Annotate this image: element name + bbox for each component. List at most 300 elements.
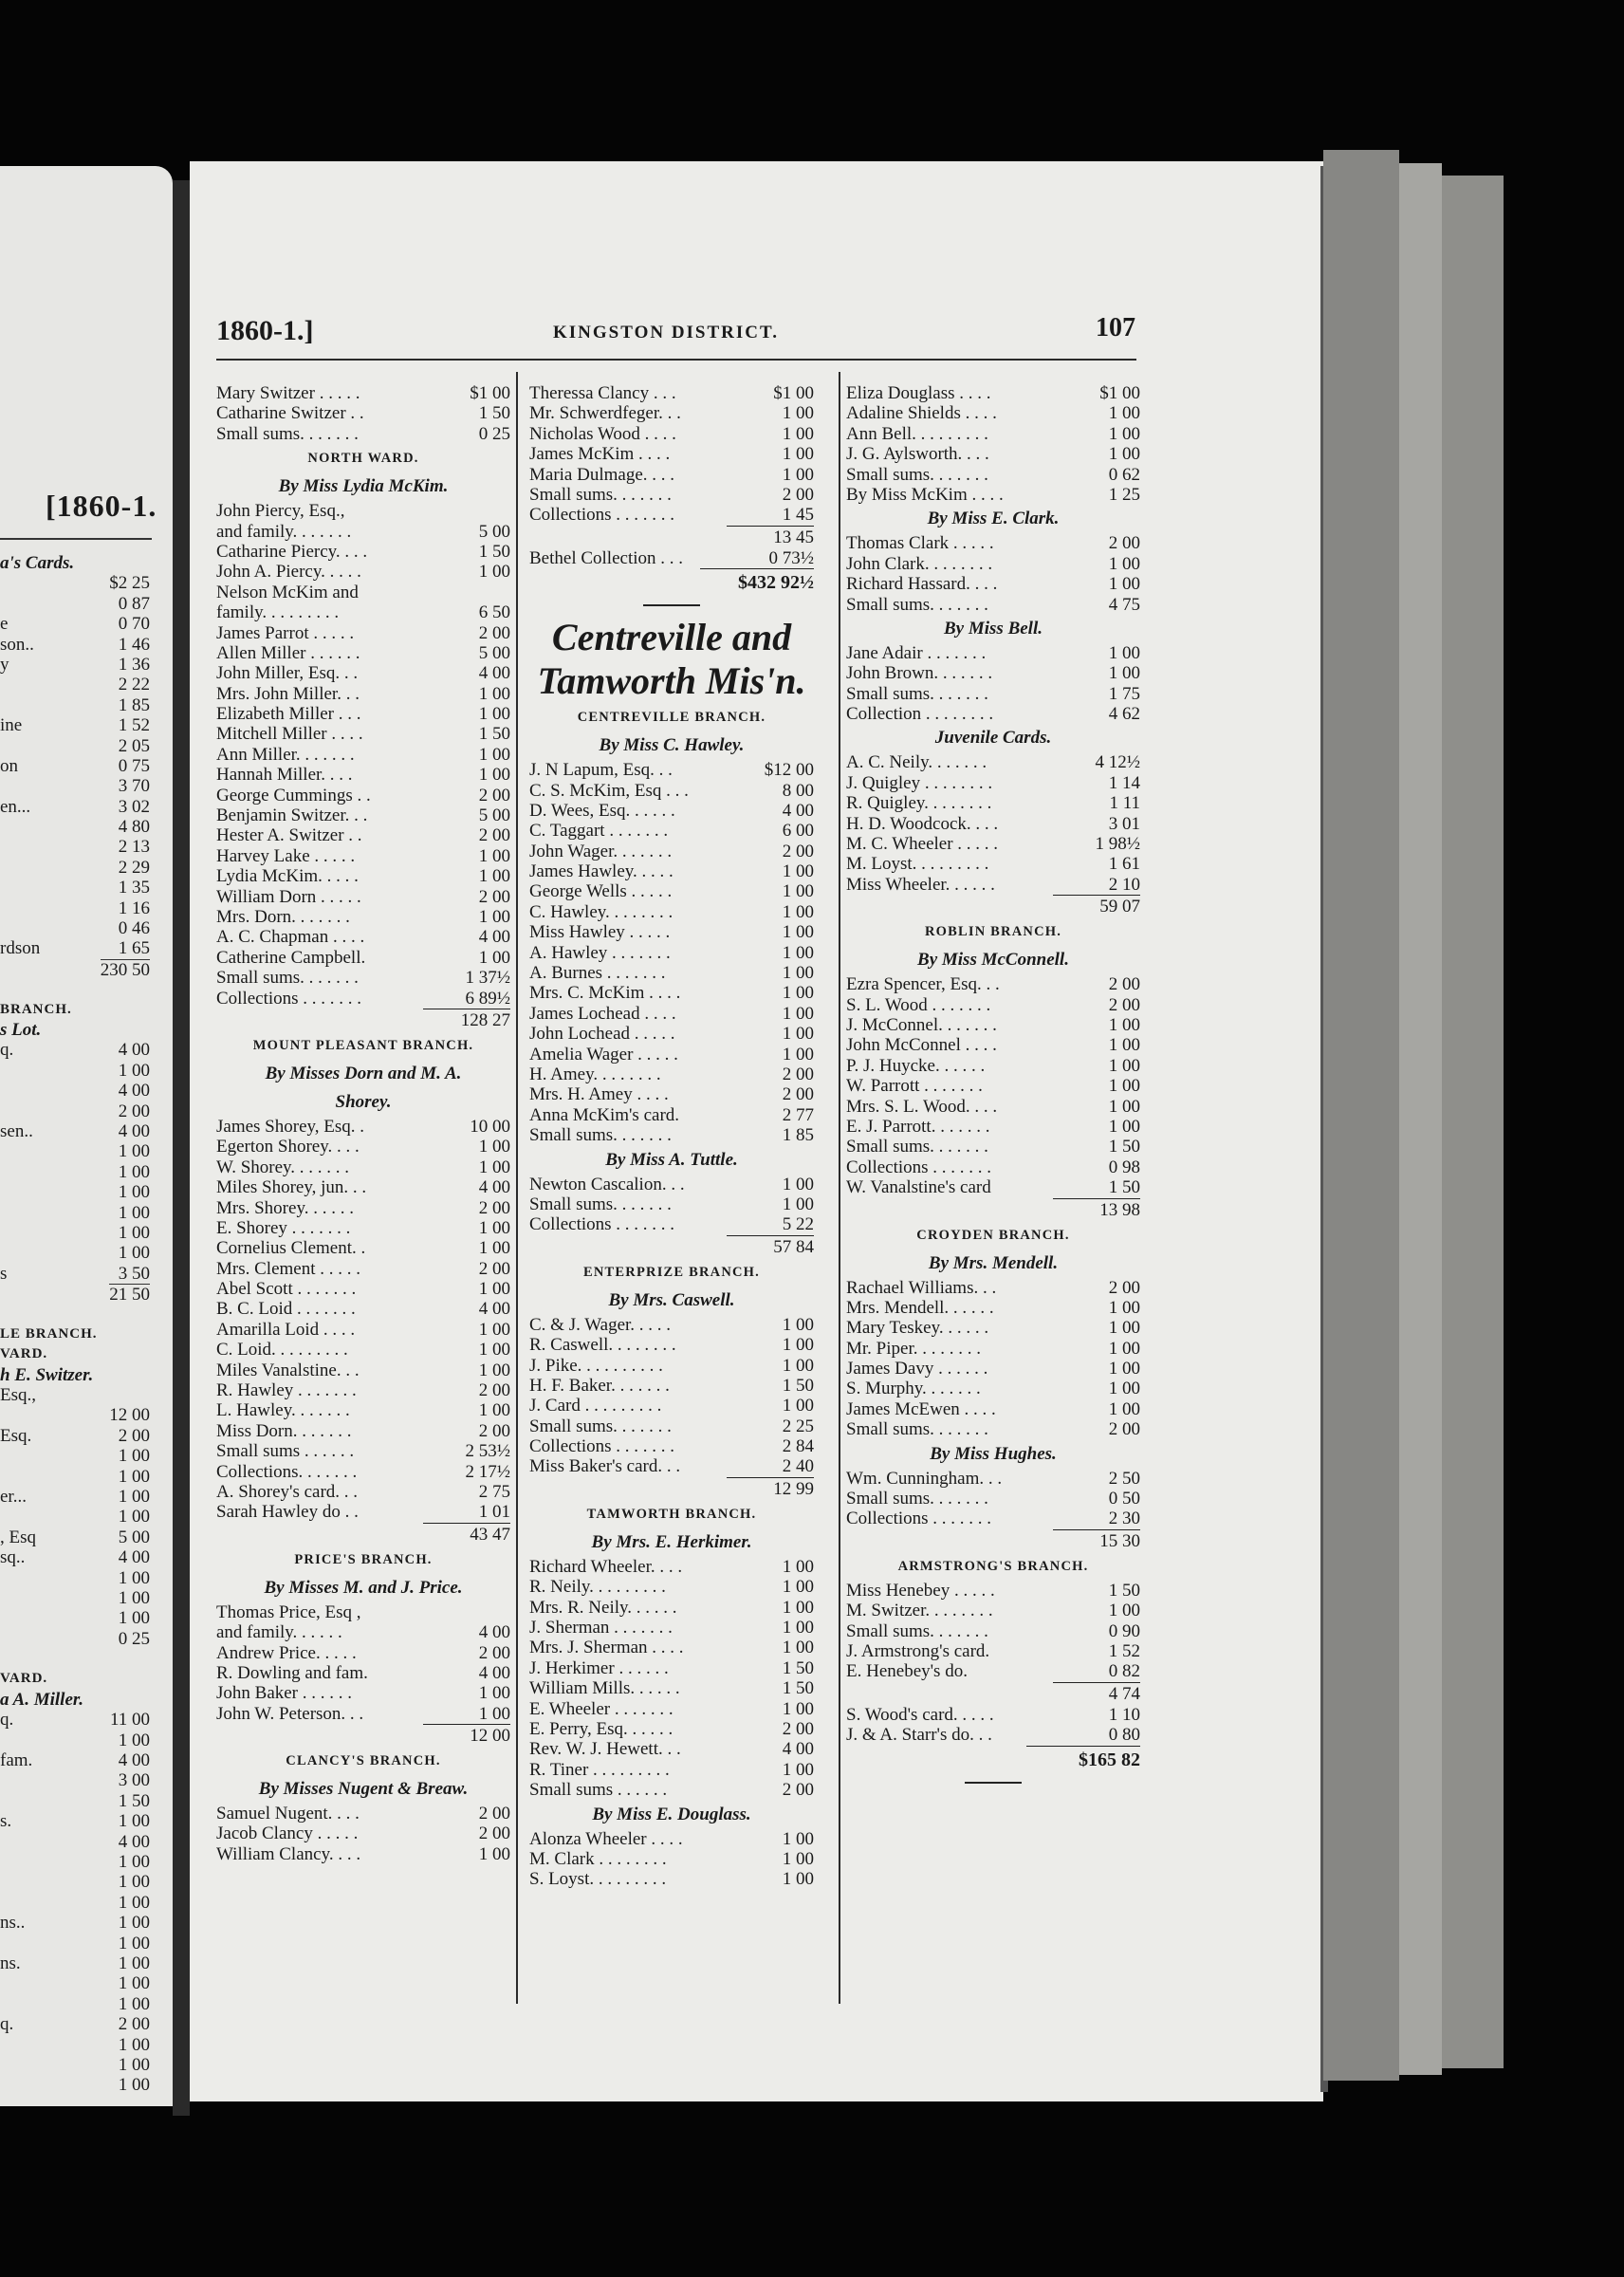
contribution-amount: 1 00 bbox=[782, 1848, 814, 1869]
contribution-amount: 2 00 bbox=[782, 484, 814, 505]
contributor-name: J. Armstrong's card. bbox=[846, 1640, 990, 1661]
left-line-text: s bbox=[0, 1263, 8, 1284]
page-number: 107 bbox=[1096, 313, 1135, 342]
contribution-row bbox=[216, 1177, 510, 1197]
contribution-row bbox=[846, 1399, 1140, 1419]
page-year: 1860-1.] bbox=[216, 315, 314, 346]
contributor-name: J. McConnel. . . . . . . bbox=[846, 1014, 997, 1035]
left-line-amount: 1 00 bbox=[118, 1587, 150, 1608]
contribution-amount: 1 00 bbox=[782, 942, 814, 963]
contributor-name: Small sums. . . . . . . bbox=[529, 484, 672, 505]
contributor-name: John Baker . . . . . . bbox=[216, 1683, 353, 1704]
contributor-name: George Cummings . . bbox=[216, 785, 371, 805]
left-page-line bbox=[0, 1446, 161, 1466]
contribution-row bbox=[216, 968, 510, 988]
contributor-name: D. Wees, Esq. . . . . . bbox=[529, 800, 675, 821]
contributor-name: Richard Wheeler. . . . bbox=[529, 1556, 683, 1577]
left-line-amount: 230 50 bbox=[100, 959, 150, 980]
contribution-amount: 1 10 bbox=[1108, 1704, 1140, 1725]
left-page-line bbox=[0, 1121, 161, 1141]
contribution-amount: 1 00 bbox=[782, 1044, 814, 1064]
left-page-line bbox=[0, 1973, 161, 1993]
column-3 bbox=[846, 383, 1140, 1793]
contribution-amount: 1 00 bbox=[1108, 1379, 1140, 1399]
contribution-amount: 4 00 bbox=[478, 1299, 510, 1320]
contribution-row bbox=[846, 1469, 1140, 1489]
contributor-name: A. Hawley . . . . . . . bbox=[529, 942, 671, 963]
left-page-line bbox=[0, 1365, 161, 1385]
contribution-amount: 1 50 bbox=[782, 1375, 814, 1396]
contribution-row bbox=[216, 684, 510, 704]
left-line-text: VARD. bbox=[0, 1346, 48, 1362]
subtotal-row bbox=[846, 895, 1140, 917]
left-line-text: BRANCH. bbox=[0, 1001, 72, 1017]
contribution-amount: 1 00 bbox=[782, 1314, 814, 1335]
left-page-line bbox=[0, 2055, 161, 2075]
contribution-row bbox=[529, 821, 814, 841]
contribution-row bbox=[846, 663, 1140, 683]
contribution-amount: 2 53½ bbox=[465, 1441, 510, 1462]
contribution-amount: 2 00 bbox=[1108, 1277, 1140, 1298]
contributor-name: M. Switzer. . . . . . . . bbox=[846, 1601, 993, 1621]
contributor-name: P. J. Huycke. . . . . . bbox=[846, 1055, 986, 1076]
contribution-amount: 1 00 bbox=[782, 1556, 814, 1577]
contribution-row bbox=[529, 383, 814, 403]
left-line-amount: 3 70 bbox=[118, 776, 150, 797]
left-line-amount: 12 00 bbox=[109, 1405, 150, 1426]
contribution-row bbox=[216, 927, 510, 947]
contributor-name: Mrs. Mendell. . . . . . bbox=[846, 1297, 994, 1318]
left-line-amount: 1 00 bbox=[118, 1567, 150, 1588]
contributor-name: John Miller, Esq. . . bbox=[216, 663, 359, 684]
contribution-row bbox=[529, 1869, 814, 1889]
contributor-name: Elizabeth Miller . . . bbox=[216, 704, 361, 725]
left-page-line bbox=[0, 1405, 161, 1425]
contributor-name: R. Dowling and fam. bbox=[216, 1662, 368, 1683]
contribution-amount: 1 00 bbox=[478, 744, 510, 765]
left-line-text: ns. bbox=[0, 1953, 21, 1973]
contribution-amount: 1 00 bbox=[1108, 1601, 1140, 1621]
contribution-amount: 2 00 bbox=[782, 1718, 814, 1739]
contribution-row bbox=[529, 1416, 814, 1436]
left-page-line bbox=[0, 1547, 161, 1567]
left-line-text: s. bbox=[0, 1811, 12, 1832]
left-page-line bbox=[0, 2035, 161, 2055]
left-line-amount: 1 00 bbox=[118, 1161, 150, 1182]
contribution-row bbox=[216, 786, 510, 805]
contributor-name: Andrew Price. . . . . bbox=[216, 1642, 357, 1663]
contributor-name: Mrs. Shorey. . . . . . bbox=[216, 1197, 354, 1218]
contribution-row bbox=[529, 403, 814, 423]
left-line-text: VARD. bbox=[0, 1671, 48, 1687]
contribution-row bbox=[846, 383, 1140, 403]
left-page-line bbox=[0, 1710, 161, 1730]
contribution-amount: 6 50 bbox=[478, 602, 510, 623]
contribution-row bbox=[529, 1618, 814, 1638]
contribution-amount: 4 00 bbox=[478, 1622, 510, 1643]
contribution-row bbox=[216, 623, 510, 643]
contribution-row bbox=[846, 485, 1140, 505]
contributor-name: Sarah Hawley do . . bbox=[216, 1502, 359, 1523]
contributor-name: Mrs. John Miller. . . bbox=[216, 683, 360, 704]
contribution-amount: 1 00 bbox=[782, 464, 814, 485]
contributor-name: John Clark. . . . . . . . bbox=[846, 553, 993, 574]
left-line-amount: 1 00 bbox=[118, 1933, 150, 1953]
contribution-amount: 1 00 bbox=[782, 1396, 814, 1416]
subtotal-amount: 13 98 bbox=[1053, 1198, 1140, 1221]
contribution-row bbox=[529, 505, 814, 525]
contribution-row bbox=[529, 1356, 814, 1376]
contribution-row bbox=[216, 1117, 510, 1137]
divider-line bbox=[965, 1782, 1022, 1784]
column-1 bbox=[216, 383, 510, 1864]
subtotal-row bbox=[216, 1009, 510, 1031]
contribution-row bbox=[846, 1117, 1140, 1137]
contribution-row bbox=[529, 1780, 814, 1800]
left-page-line bbox=[0, 1284, 161, 1304]
contribution-amount: 1 00 bbox=[478, 1683, 510, 1704]
contribution-row bbox=[216, 1340, 510, 1360]
contributor-name: S. L. Wood . . . . . . . bbox=[846, 994, 991, 1015]
left-line-amount: 0 75 bbox=[118, 755, 150, 776]
left-line-amount: 1 00 bbox=[118, 1973, 150, 1994]
contribution-amount: 2 25 bbox=[782, 1416, 814, 1436]
contributor-name: H. F. Baker. . . . . . . bbox=[529, 1375, 670, 1396]
left-page-line bbox=[0, 1324, 161, 1344]
contribution-row bbox=[216, 1502, 510, 1522]
contribution-amount: 1 00 bbox=[782, 1024, 814, 1045]
contribution-amount: 1 25 bbox=[1108, 484, 1140, 505]
contribution-amount: 1 52 bbox=[1108, 1640, 1140, 1661]
contribution-row bbox=[846, 1035, 1140, 1055]
contribution-row bbox=[846, 995, 1140, 1015]
left-page-line bbox=[0, 1770, 161, 1790]
subtotal-amount: 57 84 bbox=[727, 1235, 814, 1258]
left-page-line bbox=[0, 1487, 161, 1507]
contributor-name: J. Herkimer . . . . . . bbox=[529, 1657, 669, 1678]
left-line-amount: 1 00 bbox=[118, 1060, 150, 1081]
contribution-row bbox=[216, 1441, 510, 1461]
left-page-line bbox=[0, 1893, 161, 1913]
contributor-name: Hannah Miller. . . . bbox=[216, 765, 353, 786]
left-line-text: ine bbox=[0, 715, 23, 736]
contribution-amount: 1 50 bbox=[782, 1657, 814, 1678]
left-line-text: q. bbox=[0, 1710, 14, 1731]
contribution-amount: 1 00 bbox=[478, 906, 510, 927]
contribution-amount: 1 00 bbox=[1108, 1055, 1140, 1076]
left-line-amount: 1 00 bbox=[118, 1730, 150, 1750]
contribution-row bbox=[216, 663, 510, 683]
subtotal-row bbox=[216, 1523, 510, 1546]
left-line-amount: 21 50 bbox=[109, 1285, 150, 1305]
left-line-amount: 0 87 bbox=[118, 593, 150, 614]
contribution-amount: 1 14 bbox=[1108, 772, 1140, 793]
collector-heading: By Mrs. E. Herkimer. bbox=[591, 1531, 752, 1552]
contributor-name: Mr. Piper. . . . . . . . bbox=[846, 1338, 981, 1359]
contribution-amount: 1 00 bbox=[1108, 423, 1140, 444]
left-page-line bbox=[0, 837, 161, 857]
contributor-name: Mrs. C. McKim . . . . bbox=[529, 983, 681, 1004]
left-line-text: q. bbox=[0, 1040, 14, 1061]
contribution-amount: $1 00 bbox=[773, 383, 814, 403]
contributor-name: W. Parrott . . . . . . . bbox=[846, 1076, 983, 1097]
left-page-line bbox=[0, 1467, 161, 1487]
contribution-amount: 1 00 bbox=[782, 1174, 814, 1194]
left-page-line bbox=[0, 1852, 161, 1872]
contributor-name: Mrs. Dorn. . . . . . . bbox=[216, 906, 350, 927]
contributor-name: Small sums. . . . . . . bbox=[846, 683, 988, 704]
contributor-name: William Dorn . . . . . bbox=[216, 886, 361, 907]
left-line-amount: 4 00 bbox=[118, 1120, 150, 1141]
left-line-amount: 1 00 bbox=[118, 1222, 150, 1243]
contribution-amount: 2 00 bbox=[478, 1804, 510, 1824]
contributor-name: A. Shorey's card. . . bbox=[216, 1481, 359, 1502]
left-page-line bbox=[0, 1872, 161, 1892]
contributor-name: John A. Piercy. . . . . bbox=[216, 562, 361, 583]
left-page-line bbox=[0, 594, 161, 614]
left-line-text: s Lot. bbox=[0, 1019, 42, 1040]
collector-heading: Juvenile Cards. bbox=[934, 728, 1052, 749]
branch-heading: CROYDEN BRANCH. bbox=[916, 1227, 1070, 1243]
contributor-name: By Miss McKim . . . . bbox=[846, 484, 1004, 505]
contribution-amount: $12 00 bbox=[764, 760, 814, 781]
contribution-amount: 1 00 bbox=[782, 1618, 814, 1638]
left-line-text: , Esq bbox=[0, 1527, 36, 1547]
subtotal-row bbox=[529, 1477, 814, 1500]
subtotal-row bbox=[529, 1235, 814, 1258]
branch-heading: ENTERPRIZE BRANCH. bbox=[583, 1264, 760, 1280]
left-line-text: ns.. bbox=[0, 1913, 26, 1934]
left-page-line bbox=[0, 1994, 161, 2014]
contribution-amount bbox=[434, 1602, 510, 1622]
contribution-row bbox=[529, 1699, 814, 1719]
left-page-line bbox=[0, 1750, 161, 1770]
left-page-line bbox=[0, 635, 161, 655]
contribution-amount: 1 00 bbox=[478, 1340, 510, 1361]
contribution-amount: 1 00 bbox=[478, 1137, 510, 1157]
left-line-amount: 4 00 bbox=[118, 1081, 150, 1101]
contribution-row bbox=[216, 1643, 510, 1663]
subtotal-row bbox=[846, 1682, 1140, 1705]
contribution-row bbox=[529, 1678, 814, 1698]
contribution-amount: 1 00 bbox=[478, 562, 510, 583]
contribution-row bbox=[529, 963, 814, 983]
contributor-name: Eliza Douglass . . . . bbox=[846, 383, 991, 403]
left-page-line bbox=[0, 898, 161, 918]
contributor-name: A. C. Neily. . . . . . . bbox=[846, 752, 987, 773]
contribution-row bbox=[846, 1157, 1140, 1177]
contributor-name: Jacob Clancy . . . . . bbox=[216, 1823, 359, 1844]
left-page-line bbox=[0, 1731, 161, 1750]
contribution-amount: 4 00 bbox=[478, 663, 510, 684]
left-line-amount: 1 00 bbox=[118, 2034, 150, 2055]
contribution-row bbox=[529, 1829, 814, 1849]
left-line-amount: 1 00 bbox=[118, 1913, 150, 1934]
contribution-row bbox=[216, 501, 510, 521]
contribution-row bbox=[846, 403, 1140, 423]
contribution-row bbox=[846, 1621, 1140, 1641]
left-page-line bbox=[0, 756, 161, 776]
contribution-amount: 1 00 bbox=[478, 1279, 510, 1300]
contribution-amount: 1 00 bbox=[782, 922, 814, 943]
left-line-amount: 3 02 bbox=[118, 796, 150, 817]
contributor-name: Miss Wheeler. . . . . . bbox=[846, 874, 995, 895]
contribution-amount: 1 00 bbox=[782, 1828, 814, 1849]
contributor-name: Amelia Wager . . . . . bbox=[529, 1044, 678, 1064]
contribution-row bbox=[216, 1279, 510, 1299]
contributor-name: Abel Scott . . . . . . . bbox=[216, 1279, 357, 1300]
contribution-row bbox=[216, 1462, 510, 1482]
contribution-amount: $1 00 bbox=[1099, 383, 1140, 403]
contributor-name: Wm. Cunningham. . . bbox=[846, 1468, 1003, 1489]
contribution-amount: 1 00 bbox=[1108, 1116, 1140, 1137]
contributor-name: Catharine Switzer . . bbox=[216, 403, 364, 424]
contribution-amount: 1 00 bbox=[782, 1355, 814, 1376]
contributor-name: Maria Dulmage. . . . bbox=[529, 464, 675, 485]
contribution-amount: 1 00 bbox=[782, 963, 814, 984]
contribution-amount: 8 00 bbox=[782, 780, 814, 801]
contribution-row bbox=[846, 554, 1140, 574]
contribution-amount: 2 77 bbox=[782, 1104, 814, 1125]
left-page-line bbox=[0, 715, 161, 735]
branch-heading: CENTREVILLE BRANCH. bbox=[577, 710, 766, 726]
left-line-text: sq.. bbox=[0, 1547, 26, 1568]
contributor-name: Richard Hassard. . . . bbox=[846, 574, 998, 595]
left-page-line bbox=[0, 959, 161, 979]
contribution-row bbox=[846, 1509, 1140, 1528]
contribution-row bbox=[529, 902, 814, 922]
contributor-name: Mary Teskey. . . . . . bbox=[846, 1318, 989, 1339]
contribution-row bbox=[216, 907, 510, 927]
contribution-row bbox=[846, 773, 1140, 793]
contribution-row bbox=[216, 562, 510, 582]
contributor-name: Hester A. Switzer . . bbox=[216, 825, 362, 846]
contributor-name: Mitchell Miller . . . . bbox=[216, 724, 363, 745]
contributor-name: John Brown. . . . . . . bbox=[846, 663, 993, 684]
contributor-name: George Wells . . . . . bbox=[529, 881, 673, 902]
contributor-name: Ann Miller. . . . . . . bbox=[216, 744, 355, 765]
contributor-name: Thomas Price, Esq , bbox=[216, 1601, 361, 1622]
contribution-amount: 1 00 bbox=[1108, 574, 1140, 595]
left-page-line bbox=[0, 776, 161, 796]
left-line-amount: 1 00 bbox=[118, 1811, 150, 1832]
contribution-row bbox=[529, 842, 814, 861]
contributor-name: Benjamin Switzer. . . bbox=[216, 805, 368, 826]
contributor-name: Nelson McKim and bbox=[216, 582, 359, 602]
left-page-line bbox=[0, 1385, 161, 1405]
contribution-row bbox=[216, 643, 510, 663]
left-line-amount: 0 25 bbox=[118, 1628, 150, 1649]
left-page-rule bbox=[0, 538, 152, 540]
contribution-row bbox=[216, 1683, 510, 1703]
contribution-amount: 5 00 bbox=[478, 521, 510, 542]
contribution-row bbox=[846, 1076, 1140, 1096]
contribution-row bbox=[216, 1704, 510, 1724]
left-page-line bbox=[0, 675, 161, 694]
contribution-amount: 1 00 bbox=[1108, 1359, 1140, 1379]
contributor-name: Cornelius Clement. . bbox=[216, 1238, 366, 1259]
contribution-row bbox=[529, 1125, 814, 1145]
contribution-amount: 1 00 bbox=[478, 1217, 510, 1238]
contributor-name: Mrs. J. Sherman . . . . bbox=[529, 1638, 684, 1658]
book-fore-edge bbox=[1323, 150, 1399, 2081]
contribution-amount: 1 00 bbox=[478, 1703, 510, 1724]
branch-heading: CLANCY'S BRANCH. bbox=[286, 1753, 441, 1769]
contributor-name: Small sums. . . . . . . bbox=[846, 1137, 988, 1157]
contribution-amount: 1 00 bbox=[782, 1003, 814, 1024]
contribution-amount: 2 00 bbox=[782, 1780, 814, 1801]
left-page-line bbox=[0, 614, 161, 634]
contribution-row bbox=[216, 1320, 510, 1340]
left-line-amount: 0 46 bbox=[118, 918, 150, 939]
contribution-row bbox=[529, 881, 814, 901]
contributor-name: E. Henebey's do. bbox=[846, 1661, 968, 1682]
contribution-row bbox=[846, 1641, 1140, 1661]
contribution-amount: 0 98 bbox=[1108, 1157, 1140, 1177]
left-line-amount: 1 36 bbox=[118, 654, 150, 675]
left-page-line bbox=[0, 1141, 161, 1161]
contributor-name: Lydia McKim. . . . . bbox=[216, 866, 359, 887]
contribution-amount: 2 00 bbox=[478, 886, 510, 907]
contribution-row bbox=[216, 805, 510, 825]
left-page-line bbox=[0, 695, 161, 715]
left-page-line bbox=[0, 1588, 161, 1608]
left-page-line bbox=[0, 1791, 161, 1811]
contribution-amount: 1 00 bbox=[782, 1335, 814, 1356]
contribution-row bbox=[529, 424, 814, 444]
subtotal-row bbox=[846, 1529, 1140, 1552]
contribution-amount: 4 75 bbox=[1108, 594, 1140, 615]
left-line-amount: 1 00 bbox=[118, 1507, 150, 1527]
left-line-amount: 2 29 bbox=[118, 857, 150, 878]
contributor-name: William Clancy. . . . bbox=[216, 1843, 361, 1864]
left-page-header: [1860-1. bbox=[46, 489, 157, 523]
left-line-amount: 1 00 bbox=[118, 1446, 150, 1467]
contribution-amount: 1 00 bbox=[478, 1400, 510, 1421]
contributor-name: Mr. Schwerdfeger. . . bbox=[529, 403, 681, 424]
contribution-amount: 1 00 bbox=[782, 1869, 814, 1890]
left-line-amount: 1 00 bbox=[118, 1872, 150, 1893]
contribution-row bbox=[846, 1015, 1140, 1035]
contribution-row bbox=[529, 1760, 814, 1780]
contribution-row bbox=[216, 424, 510, 444]
contribution-row bbox=[216, 602, 510, 622]
left-line-text: q. bbox=[0, 2014, 14, 2035]
collector-heading: By Miss McConnell. bbox=[917, 950, 1069, 971]
contribution-row bbox=[846, 704, 1140, 724]
left-line-text: son.. bbox=[0, 634, 34, 655]
grand-total-amount: $165 82 bbox=[1026, 1746, 1140, 1772]
contribution-row bbox=[846, 1318, 1140, 1338]
contribution-row bbox=[529, 760, 814, 780]
contribution-row bbox=[846, 424, 1140, 444]
contributor-name: Collections . . . . . . . bbox=[846, 1157, 992, 1177]
left-page-line bbox=[0, 2075, 161, 2095]
left-line-amount: 5 00 bbox=[118, 1527, 150, 1547]
collector-heading: By Miss C. Hawley. bbox=[599, 735, 745, 756]
contribution-row bbox=[216, 522, 510, 542]
collector-heading: By Mrs. Caswell. bbox=[608, 1289, 735, 1310]
contribution-row bbox=[846, 1298, 1140, 1318]
left-page-line bbox=[0, 1832, 161, 1852]
contributor-name: H. D. Woodcock. . . . bbox=[846, 813, 999, 834]
contribution-amount: 1 00 bbox=[782, 1597, 814, 1618]
contribution-amount: 1 00 bbox=[1108, 642, 1140, 663]
contributor-name: C. S. McKim, Esq . . . bbox=[529, 780, 689, 801]
contribution-row bbox=[529, 485, 814, 505]
contribution-amount: 1 00 bbox=[478, 765, 510, 786]
subtotal-row bbox=[529, 526, 814, 548]
